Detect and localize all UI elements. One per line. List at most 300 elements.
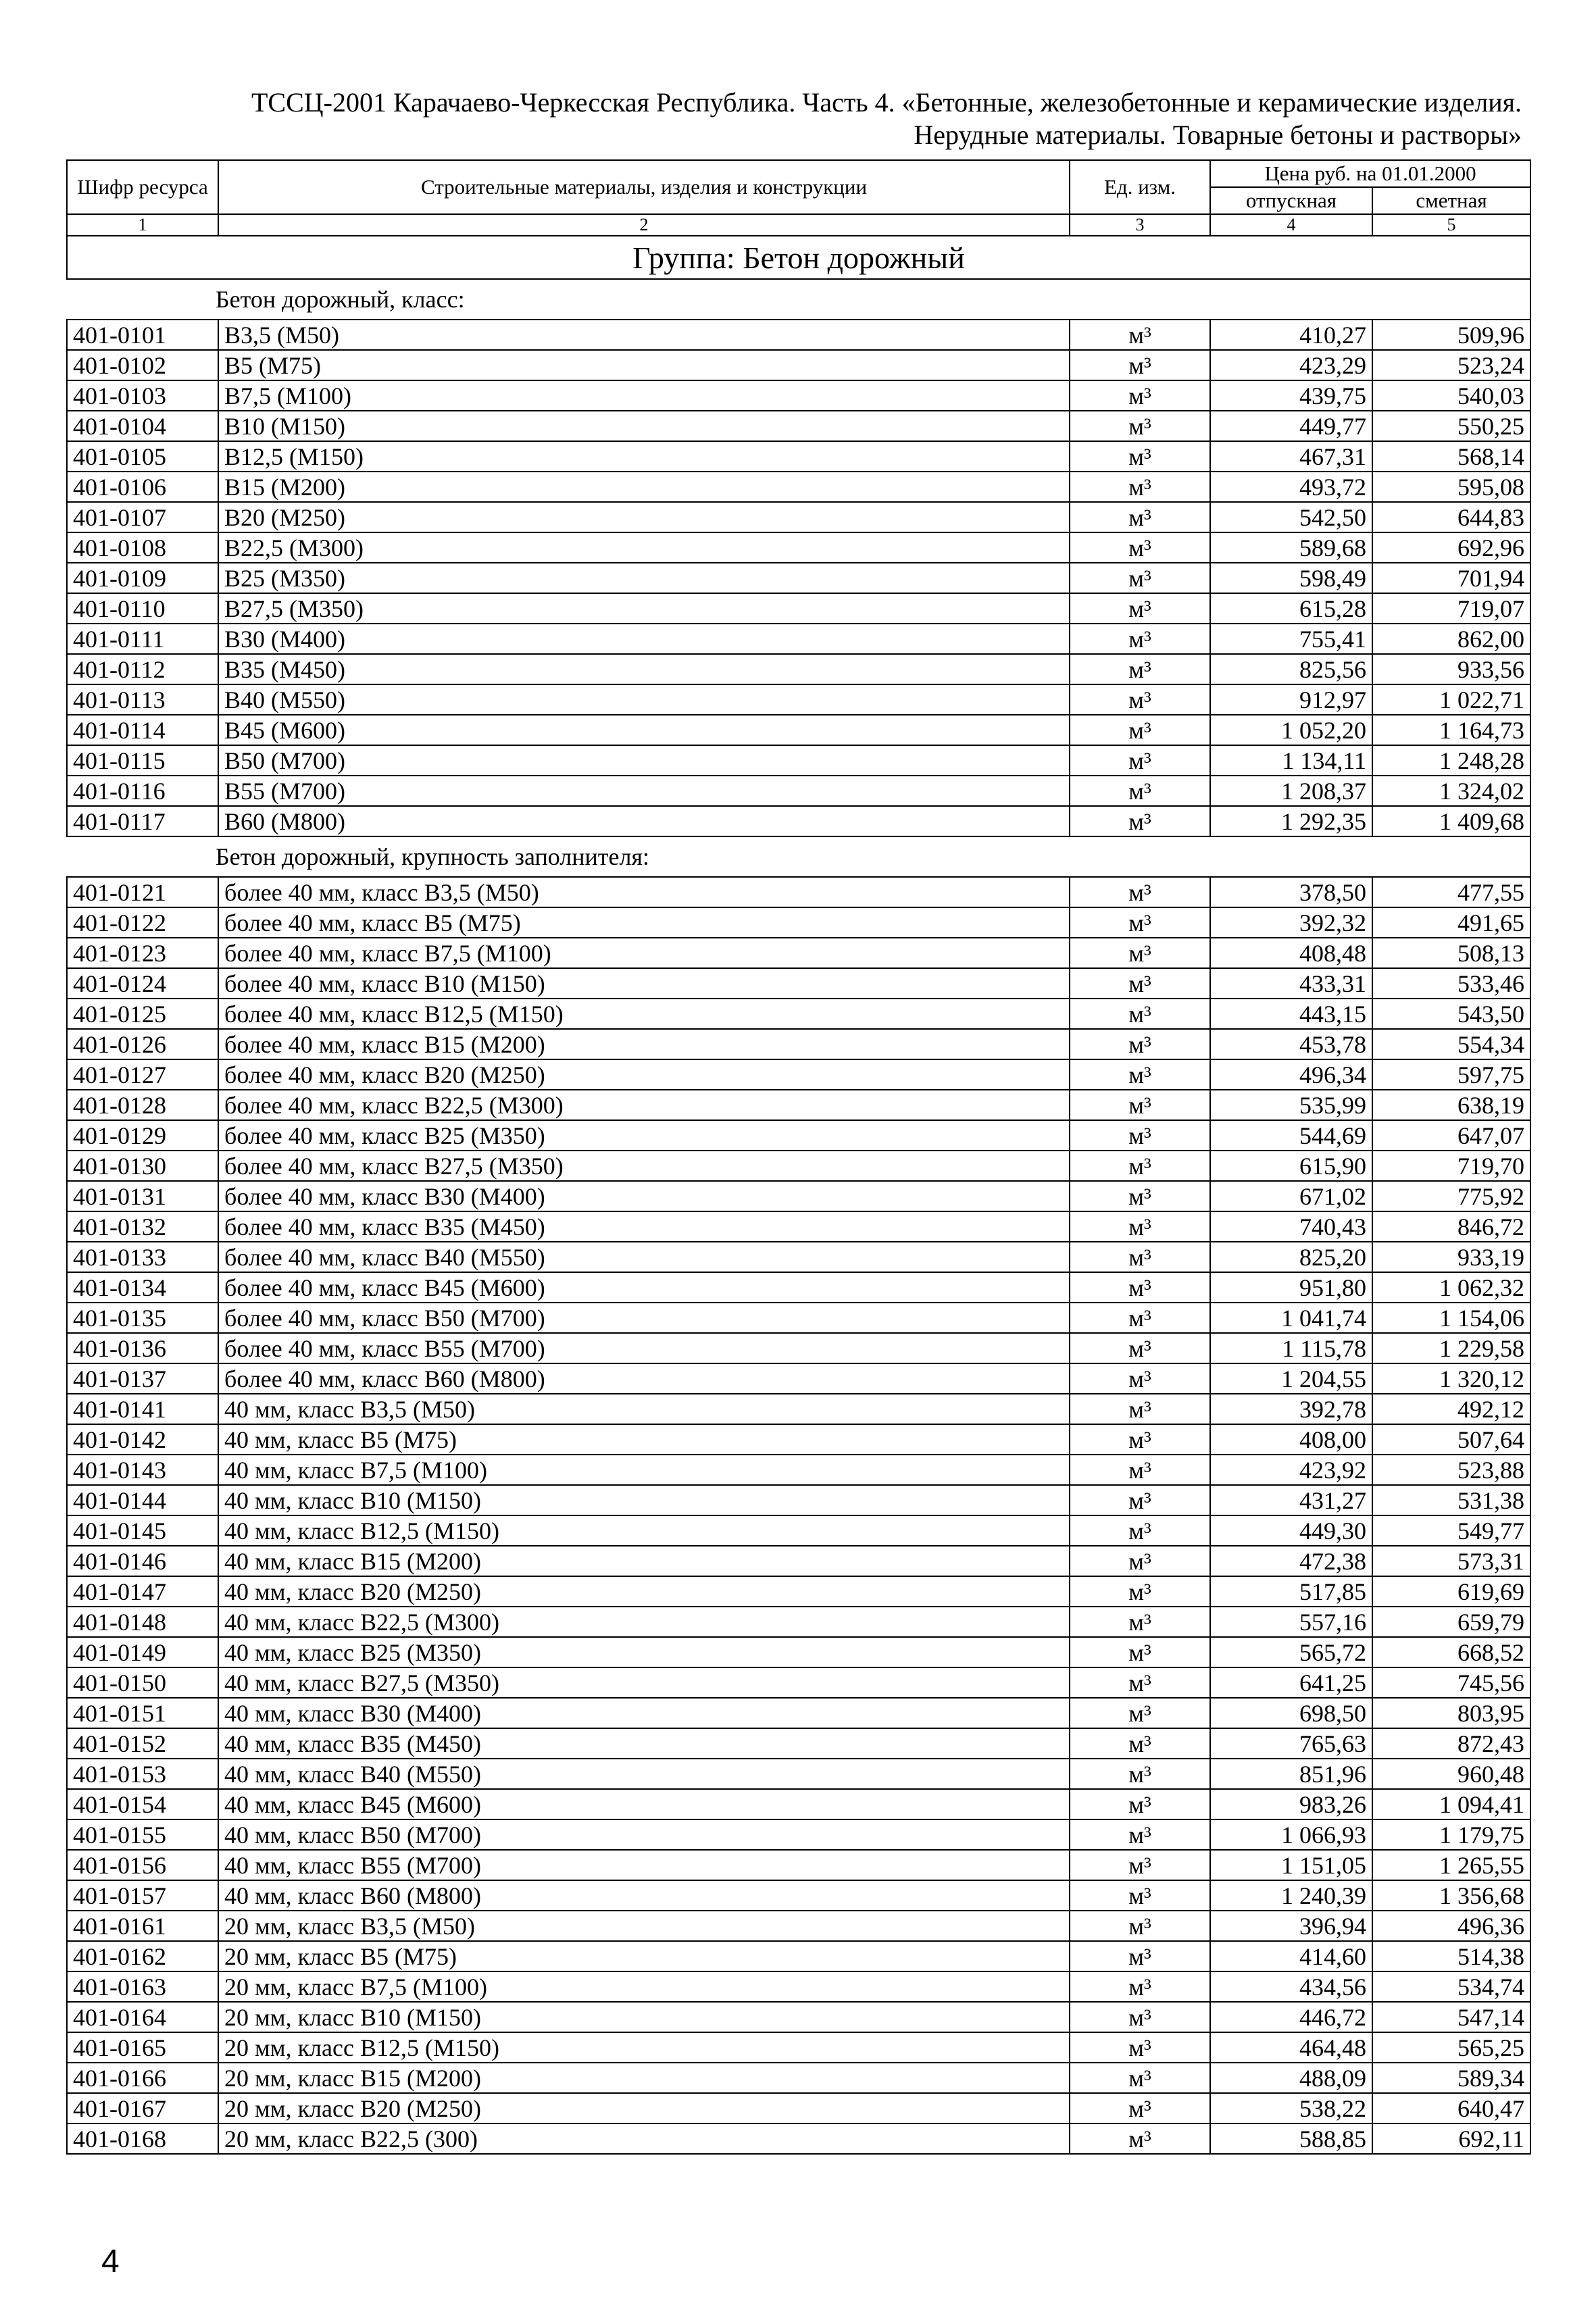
estimate-price: 523,88 (1372, 1455, 1530, 1485)
resource-code: 401-0150 (67, 1667, 218, 1698)
release-price: 1 204,55 (1210, 1363, 1372, 1394)
table-row (67, 654, 1530, 684)
material-name: более 40 мм, класс В25 (М350) (218, 1120, 1070, 1151)
table-row (67, 593, 1530, 624)
estimate-price: 508,13 (1372, 938, 1530, 968)
release-price: 443,15 (1210, 999, 1372, 1029)
release-price: 557,16 (1210, 1607, 1372, 1637)
table-row (67, 1394, 1530, 1424)
unit-cell: м³ (1070, 1546, 1210, 1576)
estimate-price: 803,95 (1372, 1698, 1530, 1728)
material-name: 40 мм, класс В55 (М700) (218, 1850, 1070, 1880)
table-row (67, 1333, 1530, 1363)
resource-code: 401-0144 (67, 1485, 218, 1515)
estimate-price: 531,38 (1372, 1485, 1530, 1515)
table-row (67, 2002, 1530, 2032)
table-row (67, 938, 1530, 968)
unit-cell: м³ (1070, 1455, 1210, 1485)
estimate-price: 595,08 (1372, 472, 1530, 502)
release-price: 1 151,05 (1210, 1850, 1372, 1880)
resource-code: 401-0133 (67, 1242, 218, 1272)
table-row (67, 1576, 1530, 1607)
resource-code: 401-0148 (67, 1607, 218, 1637)
material-name: В27,5 (М350) (218, 593, 1070, 624)
group-title: Группа: Бетон дорожный (67, 236, 1530, 279)
table-row (67, 350, 1530, 380)
unit-cell: м³ (1070, 938, 1210, 968)
unit-cell: м³ (1070, 1151, 1210, 1181)
release-price: 535,99 (1210, 1090, 1372, 1120)
unit-cell: м³ (1070, 1485, 1210, 1515)
material-name: более 40 мм, класс В55 (М700) (218, 1333, 1070, 1363)
release-price: 467,31 (1210, 441, 1372, 472)
estimate-price: 540,03 (1372, 380, 1530, 411)
estimate-price: 775,92 (1372, 1181, 1530, 1211)
unit-cell: м³ (1070, 593, 1210, 624)
material-name: В50 (М700) (218, 745, 1070, 776)
estimate-price: 1 324,02 (1372, 776, 1530, 806)
estimate-price: 554,34 (1372, 1029, 1530, 1059)
price-table (66, 159, 1531, 2155)
resource-code: 401-0149 (67, 1637, 218, 1667)
estimate-price: 1 248,28 (1372, 745, 1530, 776)
table-row (67, 877, 1530, 907)
estimate-price: 745,56 (1372, 1667, 1530, 1698)
estimate-price: 1 062,32 (1372, 1272, 1530, 1303)
release-price: 446,72 (1210, 2002, 1372, 2032)
release-price: 641,25 (1210, 1667, 1372, 1698)
material-name: 20 мм, класс В22,5 (300) (218, 2123, 1070, 2154)
unit-cell: м³ (1070, 1394, 1210, 1424)
table-row (67, 563, 1530, 593)
estimate-price: 1 356,68 (1372, 1880, 1530, 1911)
unit-cell: м³ (1070, 1850, 1210, 1880)
release-price: 517,85 (1210, 1576, 1372, 1607)
unit-cell: м³ (1070, 654, 1210, 684)
release-price: 740,43 (1210, 1211, 1372, 1242)
unit-cell: м³ (1070, 715, 1210, 745)
estimate-price: 514,38 (1372, 1941, 1530, 1971)
release-price: 912,97 (1210, 684, 1372, 715)
material-name: 40 мм, класс В40 (М550) (218, 1759, 1070, 1789)
material-name: более 40 мм, класс В40 (М550) (218, 1242, 1070, 1272)
estimate-price: 638,19 (1372, 1090, 1530, 1120)
material-name: В60 (М800) (218, 806, 1070, 836)
col-number: 4 (1210, 214, 1372, 236)
unit-cell: м³ (1070, 1637, 1210, 1667)
release-price: 464,48 (1210, 2032, 1372, 2063)
estimate-price: 668,52 (1372, 1637, 1530, 1667)
material-name: 20 мм, класс В15 (М200) (218, 2063, 1070, 2093)
resource-code: 401-0143 (67, 1455, 218, 1485)
table-row (67, 1789, 1530, 1819)
unit-cell: м³ (1070, 2063, 1210, 2093)
material-name: 40 мм, класс В3,5 (М50) (218, 1394, 1070, 1424)
table-row (67, 1880, 1530, 1911)
unit-cell: м³ (1070, 1971, 1210, 2002)
estimate-price: 692,96 (1372, 532, 1530, 563)
table-row (67, 1546, 1530, 1576)
estimate-price: 523,24 (1372, 350, 1530, 380)
release-price: 598,49 (1210, 563, 1372, 593)
unit-cell: м³ (1070, 776, 1210, 806)
material-name: более 40 мм, класс В3,5 (М50) (218, 877, 1070, 907)
col-header-code: Шифр ресурса (67, 160, 218, 214)
resource-code: 401-0153 (67, 1759, 218, 1789)
release-price: 1 066,93 (1210, 1819, 1372, 1850)
column-number-row (67, 214, 1530, 236)
table-row (67, 1941, 1530, 1971)
material-name: 20 мм, класс В12,5 (М150) (218, 2032, 1070, 2063)
unit-cell: м³ (1070, 502, 1210, 532)
table-row (67, 1515, 1530, 1546)
unit-cell: м³ (1070, 1211, 1210, 1242)
material-name: 40 мм, класс В45 (М600) (218, 1789, 1070, 1819)
resource-code: 401-0162 (67, 1941, 218, 1971)
release-price: 755,41 (1210, 624, 1372, 654)
resource-code: 401-0151 (67, 1698, 218, 1728)
section-title: Бетон дорожный, класс: (67, 279, 1530, 320)
resource-code: 401-0110 (67, 593, 218, 624)
resource-code: 401-0105 (67, 441, 218, 472)
estimate-price: 597,75 (1372, 1059, 1530, 1090)
unit-cell: м³ (1070, 1576, 1210, 1607)
col-number: 5 (1372, 214, 1530, 236)
release-price: 615,90 (1210, 1151, 1372, 1181)
material-name: В45 (М600) (218, 715, 1070, 745)
release-price: 588,85 (1210, 2123, 1372, 2154)
unit-cell: м³ (1070, 1363, 1210, 1394)
release-price: 392,32 (1210, 907, 1372, 938)
col-header-price: Цена руб. на 01.01.2000 (1210, 160, 1530, 187)
resource-code: 401-0123 (67, 938, 218, 968)
col-number: 2 (218, 214, 1070, 236)
resource-code: 401-0112 (67, 654, 218, 684)
unit-cell: м³ (1070, 1242, 1210, 1272)
resource-code: 401-0131 (67, 1181, 218, 1211)
table-row (67, 1090, 1530, 1120)
unit-cell: м³ (1070, 745, 1210, 776)
table-row (67, 411, 1530, 441)
table-row (67, 999, 1530, 1029)
release-price: 408,48 (1210, 938, 1372, 968)
table-row (67, 715, 1530, 745)
table-row (67, 1120, 1530, 1151)
material-name: 20 мм, класс В5 (М75) (218, 1941, 1070, 1971)
release-price: 396,94 (1210, 1911, 1372, 1941)
table-row (67, 776, 1530, 806)
resource-code: 401-0125 (67, 999, 218, 1029)
release-price: 825,20 (1210, 1242, 1372, 1272)
resource-code: 401-0102 (67, 350, 218, 380)
material-name: В3,5 (М50) (218, 320, 1070, 350)
estimate-price: 960,48 (1372, 1759, 1530, 1789)
resource-code: 401-0135 (67, 1303, 218, 1333)
unit-cell: м³ (1070, 563, 1210, 593)
release-price: 453,78 (1210, 1029, 1372, 1059)
estimate-price: 619,69 (1372, 1576, 1530, 1607)
release-price: 589,68 (1210, 532, 1372, 563)
material-name: более 40 мм, класс В12,5 (М150) (218, 999, 1070, 1029)
estimate-price: 644,83 (1372, 502, 1530, 532)
material-name: В10 (М150) (218, 411, 1070, 441)
resource-code: 401-0147 (67, 1576, 218, 1607)
unit-cell: м³ (1070, 2093, 1210, 2123)
unit-cell: м³ (1070, 1120, 1210, 1151)
estimate-price: 507,64 (1372, 1424, 1530, 1455)
estimate-price: 1 154,06 (1372, 1303, 1530, 1333)
table-row (67, 2093, 1530, 2123)
table-row (67, 745, 1530, 776)
table-row (67, 380, 1530, 411)
unit-cell: м³ (1070, 1789, 1210, 1819)
material-name: 40 мм, класс В27,5 (М350) (218, 1667, 1070, 1698)
resource-code: 401-0117 (67, 806, 218, 836)
material-name: более 40 мм, класс В22,5 (М300) (218, 1090, 1070, 1120)
release-price: 431,27 (1210, 1485, 1372, 1515)
release-price: 1 134,11 (1210, 745, 1372, 776)
resource-code: 401-0134 (67, 1272, 218, 1303)
resource-code: 401-0166 (67, 2063, 218, 2093)
release-price: 449,77 (1210, 411, 1372, 441)
table-row (67, 1485, 1530, 1515)
release-price: 1 052,20 (1210, 715, 1372, 745)
col-number: 1 (67, 214, 218, 236)
table-row (67, 1728, 1530, 1759)
unit-cell: м³ (1070, 1911, 1210, 1941)
material-name: 40 мм, класс В50 (М700) (218, 1819, 1070, 1850)
table-row (67, 1637, 1530, 1667)
table-row (67, 320, 1530, 350)
estimate-price: 543,50 (1372, 999, 1530, 1029)
col-number: 3 (1070, 214, 1210, 236)
table-row (67, 1242, 1530, 1272)
unit-cell: м³ (1070, 684, 1210, 715)
unit-cell: м³ (1070, 1941, 1210, 1971)
resource-code: 401-0142 (67, 1424, 218, 1455)
unit-cell: м³ (1070, 1090, 1210, 1120)
resource-code: 401-0115 (67, 745, 218, 776)
release-price: 951,80 (1210, 1272, 1372, 1303)
material-name: 40 мм, класс В30 (М400) (218, 1698, 1070, 1728)
material-name: В7,5 (М100) (218, 380, 1070, 411)
release-price: 378,50 (1210, 877, 1372, 907)
table-row (67, 684, 1530, 715)
material-name: 40 мм, класс В22,5 (М300) (218, 1607, 1070, 1637)
resource-code: 401-0127 (67, 1059, 218, 1090)
material-name: 40 мм, класс В10 (М150) (218, 1485, 1070, 1515)
table-row (67, 1029, 1530, 1059)
resource-code: 401-0132 (67, 1211, 218, 1242)
table-row (67, 1850, 1530, 1880)
estimate-price: 573,31 (1372, 1546, 1530, 1576)
unit-cell: м³ (1070, 1667, 1210, 1698)
material-name: В22,5 (М300) (218, 532, 1070, 563)
material-name: более 40 мм, класс В10 (М150) (218, 968, 1070, 999)
table-row (67, 1151, 1530, 1181)
estimate-price: 640,47 (1372, 2093, 1530, 2123)
table-row (67, 968, 1530, 999)
resource-code: 401-0152 (67, 1728, 218, 1759)
resource-code: 401-0130 (67, 1151, 218, 1181)
estimate-price: 872,43 (1372, 1728, 1530, 1759)
unit-cell: м³ (1070, 999, 1210, 1029)
material-name: В30 (М400) (218, 624, 1070, 654)
material-name: 20 мм, класс В3,5 (М50) (218, 1911, 1070, 1941)
table-row (67, 2063, 1530, 2093)
resource-code: 401-0101 (67, 320, 218, 350)
release-price: 538,22 (1210, 2093, 1372, 2123)
material-name: более 40 мм, класс В15 (М200) (218, 1029, 1070, 1059)
release-price: 671,02 (1210, 1181, 1372, 1211)
col-header-estimate-price: сметная (1372, 187, 1530, 214)
material-name: более 40 мм, класс В27,5 (М350) (218, 1151, 1070, 1181)
material-name: 20 мм, класс В10 (М150) (218, 2002, 1070, 2032)
release-price: 1 041,74 (1210, 1303, 1372, 1333)
material-name: В25 (М350) (218, 563, 1070, 593)
resource-code: 401-0109 (67, 563, 218, 593)
release-price: 493,72 (1210, 472, 1372, 502)
table-row (67, 1819, 1530, 1850)
table-row (67, 2123, 1530, 2154)
resource-code: 401-0154 (67, 1789, 218, 1819)
estimate-price: 509,96 (1372, 320, 1530, 350)
release-price: 392,78 (1210, 1394, 1372, 1424)
unit-cell: м³ (1070, 411, 1210, 441)
release-price: 1 240,39 (1210, 1880, 1372, 1911)
estimate-price: 492,12 (1372, 1394, 1530, 1424)
estimate-price: 719,70 (1372, 1151, 1530, 1181)
unit-cell: м³ (1070, 532, 1210, 563)
table-row (67, 1303, 1530, 1333)
unit-cell: м³ (1070, 877, 1210, 907)
table-row (67, 502, 1530, 532)
material-name: более 40 мм, класс В60 (М800) (218, 1363, 1070, 1394)
material-name: В20 (М250) (218, 502, 1070, 532)
resource-code: 401-0121 (67, 877, 218, 907)
estimate-price: 1 094,41 (1372, 1789, 1530, 1819)
resource-code: 401-0104 (67, 411, 218, 441)
resource-code: 401-0111 (67, 624, 218, 654)
release-price: 1 292,35 (1210, 806, 1372, 836)
estimate-price: 1 265,55 (1372, 1850, 1530, 1880)
estimate-price: 550,25 (1372, 411, 1530, 441)
col-header-unit: Ед. изм. (1070, 160, 1210, 214)
resource-code: 401-0137 (67, 1363, 218, 1394)
estimate-price: 549,77 (1372, 1515, 1530, 1546)
release-price: 414,60 (1210, 1941, 1372, 1971)
unit-cell: м³ (1070, 380, 1210, 411)
material-name: 20 мм, класс В20 (М250) (218, 2093, 1070, 2123)
table-row (67, 1607, 1530, 1637)
material-name: 40 мм, класс В15 (М200) (218, 1546, 1070, 1576)
unit-cell: м³ (1070, 806, 1210, 836)
unit-cell: м³ (1070, 1424, 1210, 1455)
estimate-price: 701,94 (1372, 563, 1530, 593)
material-name: В35 (М450) (218, 654, 1070, 684)
table-row (67, 532, 1530, 563)
release-price: 765,63 (1210, 1728, 1372, 1759)
release-price: 423,29 (1210, 350, 1372, 380)
resource-code: 401-0116 (67, 776, 218, 806)
material-name: более 40 мм, класс В7,5 (М100) (218, 938, 1070, 968)
estimate-price: 534,74 (1372, 1971, 1530, 2002)
material-name: более 40 мм, класс В35 (М450) (218, 1211, 1070, 1242)
table-row (67, 1272, 1530, 1303)
release-price: 496,34 (1210, 1059, 1372, 1090)
material-name: 40 мм, класс В35 (М450) (218, 1728, 1070, 1759)
resource-code: 401-0165 (67, 2032, 218, 2063)
resource-code: 401-0106 (67, 472, 218, 502)
material-name: более 40 мм, класс В20 (М250) (218, 1059, 1070, 1090)
unit-cell: м³ (1070, 907, 1210, 938)
resource-code: 401-0157 (67, 1880, 218, 1911)
estimate-price: 1 229,58 (1372, 1333, 1530, 1363)
material-name: В15 (М200) (218, 472, 1070, 502)
unit-cell: м³ (1070, 320, 1210, 350)
table-row (67, 1059, 1530, 1090)
release-price: 983,26 (1210, 1789, 1372, 1819)
material-name: 40 мм, класс В12,5 (М150) (218, 1515, 1070, 1546)
unit-cell: м³ (1070, 1059, 1210, 1090)
table-row (67, 441, 1530, 472)
material-name: более 40 мм, класс В30 (М400) (218, 1181, 1070, 1211)
unit-cell: м³ (1070, 1333, 1210, 1363)
resource-code: 401-0103 (67, 380, 218, 411)
estimate-price: 647,07 (1372, 1120, 1530, 1151)
release-price: 410,27 (1210, 320, 1372, 350)
release-price: 449,30 (1210, 1515, 1372, 1546)
resource-code: 401-0167 (67, 2093, 218, 2123)
resource-code: 401-0128 (67, 1090, 218, 1120)
estimate-price: 533,46 (1372, 968, 1530, 999)
estimate-price: 1 179,75 (1372, 1819, 1530, 1850)
resource-code: 401-0156 (67, 1850, 218, 1880)
unit-cell: м³ (1070, 1515, 1210, 1546)
material-name: 40 мм, класс В7,5 (М100) (218, 1455, 1070, 1485)
release-price: 488,09 (1210, 2063, 1372, 2093)
estimate-price: 491,65 (1372, 907, 1530, 938)
table-row (67, 1971, 1530, 2002)
material-name: 40 мм, класс В20 (М250) (218, 1576, 1070, 1607)
col-header-name: Строительные материалы, изделия и конструкции (218, 160, 1070, 214)
release-price: 825,56 (1210, 654, 1372, 684)
resource-code: 401-0129 (67, 1120, 218, 1151)
material-name: 40 мм, класс В60 (М800) (218, 1880, 1070, 1911)
table-row (67, 1667, 1530, 1698)
estimate-price: 659,79 (1372, 1607, 1530, 1637)
resource-code: 401-0145 (67, 1515, 218, 1546)
estimate-price: 1 409,68 (1372, 806, 1530, 836)
table-row (67, 806, 1530, 836)
table-row (67, 472, 1530, 502)
resource-code: 401-0163 (67, 1971, 218, 2002)
resource-code: 401-0124 (67, 968, 218, 999)
estimate-price: 846,72 (1372, 1211, 1530, 1242)
unit-cell: м³ (1070, 1880, 1210, 1911)
resource-code: 401-0113 (67, 684, 218, 715)
table-row (67, 1759, 1530, 1789)
unit-cell: м³ (1070, 1181, 1210, 1211)
unit-cell: м³ (1070, 1698, 1210, 1728)
unit-cell: м³ (1070, 1607, 1210, 1637)
estimate-price: 589,34 (1372, 2063, 1530, 2093)
unit-cell: м³ (1070, 472, 1210, 502)
unit-cell: м³ (1070, 1272, 1210, 1303)
estimate-price: 862,00 (1372, 624, 1530, 654)
unit-cell: м³ (1070, 1759, 1210, 1789)
release-price: 423,92 (1210, 1455, 1372, 1485)
